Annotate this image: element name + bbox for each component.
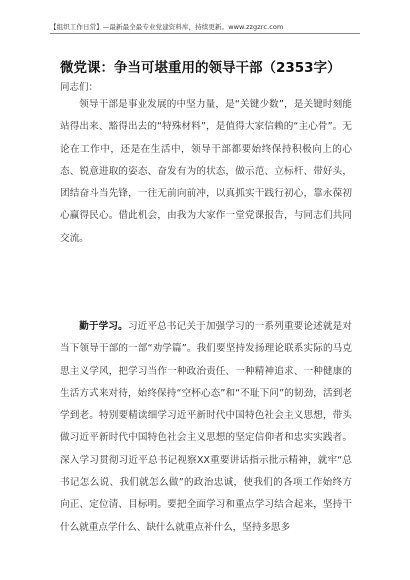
header-banner: 【组织工作日常】—最新最全最专业党建资料库，持续更新。www.zzgzrc.com bbox=[50, 23, 284, 31]
paragraph-lead: 勤于学习。 bbox=[79, 321, 128, 332]
paragraph-text: 领导干部是事业发展的中坚力量，是“关键少数”，是关键时刻能站得出来、豁得出去的“特殊材料”，是值得大家信赖的“主心骨”。无论在工作中，还是在生活中，领导干部都要始终保持积极向上的心态、锐意进取的姿态、奋发有为的状态，做示范、立标杆、带好头，团结奋斗当先锋，一往无前向前冲，以真抓实干践行初心，靠永葆初心赢得民心。借此机会，由我为大家作一堂党课报告，与同志们共同交流。 bbox=[60, 99, 352, 244]
paragraph-intro bbox=[60, 94, 352, 250]
document-title: 微党课：争当可堪重用的领导干部（2353字） bbox=[60, 60, 341, 76]
paragraph-text: 习近平总书记关于加强学习的一系列重要论述就是对当下领导干部的一部“劝学篇”。我们要坚持发扬理论联系实际的马克思主义学风，把学习当作一种政治责任、一种精神追求、一种健康的生活方式来对待，始终保持“空杯心态”和“不耻下问”的韧劲，活到老学到老。特别要精读细学习近平新时代中国特色社会主义思想，带头做习近平新时代中国特色社会主义思想的坚定信仰者和忠实实践者。深入学习贯彻习近平总书记视察XX重要讲话指示批示精神，就牢“总书记怎么说、我们就怎么做”的政治忠诚，使我们的各项工作始终方向正、定位清、目标明。要把全面学习和重点学习结合起来，坚持干什么就重点学什么、缺什么就重点补什么，坚持多思多 bbox=[60, 321, 353, 533]
header-divider bbox=[50, 33, 360, 34]
salutation: 同志们： bbox=[60, 82, 99, 93]
paragraph-study bbox=[60, 316, 352, 539]
